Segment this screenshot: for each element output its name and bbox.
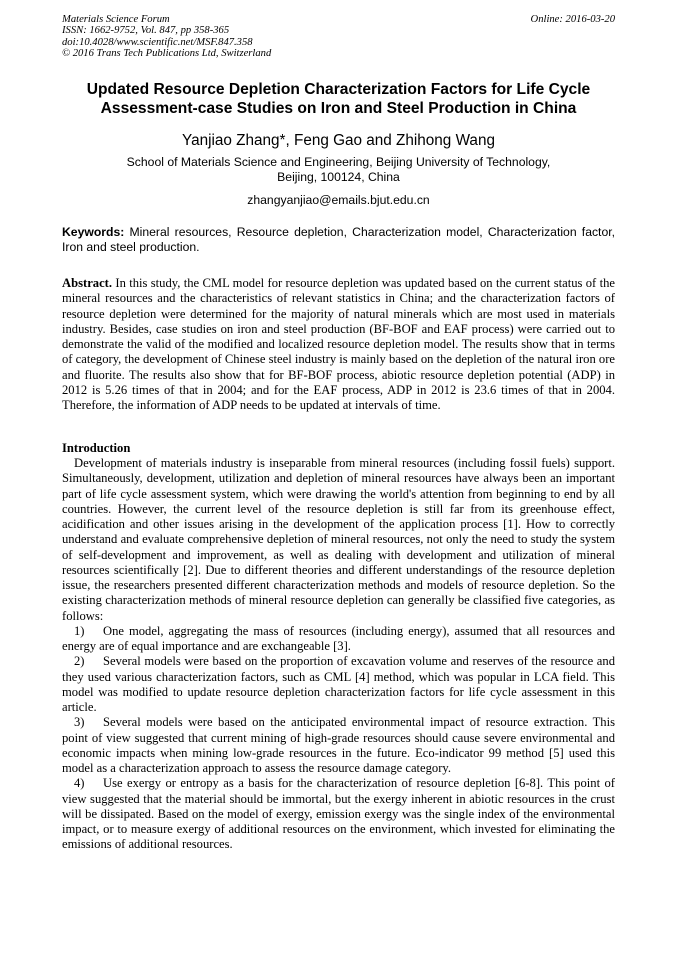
list-item-number: 3) xyxy=(74,715,85,730)
abstract xyxy=(62,276,615,413)
abstract-text: In this study, the CML model for resource depletion was updated based on the current status of the mineral resources and the characteristics of relevant statistics in China; and the characterization factors of resource depletion were determined for the majority of natural minerals which are most used in materials industry. Besides, case studies on iron and steel production (BF-BOF and EAF process) were carried out to demonstrate the valid of the modified and localized resource depletion model. The results show that in terms of category, the development of Chinese steel industry is mainly based on the depletion of the natural iron ore and fluorite. The results also show that for BF-BOF process, abiotic resource depletion potential (ADP) in 2012 is 5.26 times of that in 2004; and for the EAF process, ADP in 2012 is 23.6 times of that in 2004. Therefore, the information of ADP needs to be updated at intervals of time. xyxy=(62,276,615,412)
list-item-text: Use exergy or entropy as a basis for the characterization of resource depletion [6-8]. This point of view suggested that the material should be immortal, but the exergy inherent in abiotic resources in the crust will be dissipated. Based on the model of exergy, emission exergy was the single index of the environmental impact, or to measure exergy of additional resources on the environment, which invested for eliminating the emissions of additional resources. xyxy=(62,776,615,852)
abstract-label: Abstract. xyxy=(62,276,113,290)
paper-title: Updated Resource Depletion Characterization Factors for Life Cycle Assessment-case Studies on Iron and Steel Production in China xyxy=(86,81,591,117)
list-item-text: One model, aggregating the mass of resources (including energy), assumed that all resources and energy are of equal importance and are exchangeable [3]. xyxy=(62,623,615,653)
affiliation-line-2: Beijing, 100124, China xyxy=(277,169,400,184)
list-item-text: Several models were based on the anticipated environmental impact of resource extraction. This point of view suggested that current mining of high-grade resources should cause severe environmental and economic impacts when mining low-grade resources in the future. Eco-indicator 99 method [5] used this model as a characterization approach to assess the resource damage category. xyxy=(62,715,615,775)
list-item xyxy=(62,654,615,715)
keywords-label: Keywords: xyxy=(62,225,125,239)
online-date: Online: 2016-03-20 xyxy=(530,14,615,25)
affiliation xyxy=(62,155,615,184)
keywords xyxy=(62,225,615,255)
authors: Yanjiao Zhang*, Feng Gao and Zhihong Wang xyxy=(182,132,495,149)
list-item-number: 1) xyxy=(74,623,85,638)
list-item xyxy=(62,624,615,655)
affiliation-line-1: School of Materials Science and Engineering, Beijing University of Technology, xyxy=(126,155,551,169)
copyright: © 2016 Trans Tech Publications Ltd, Switzerland xyxy=(62,48,272,60)
journal-name: Materials Science Forum xyxy=(62,14,170,25)
list-item-number: 2) xyxy=(74,654,85,669)
list-item xyxy=(62,715,615,776)
list-item-text: Several models were based on the proportion of excavation volume and reserves of the resource and they used various characterization factors, such as CML [4] method, which was popular in LCA field. This model was modified to update resource depletion characterization factors for life cycle assessment in this article. xyxy=(62,654,615,714)
introduction-body xyxy=(62,456,615,853)
keywords-text: Mineral resources, Resource depletion, Characterization model, Characterization factor, Iron and steel production. xyxy=(62,225,615,254)
list-item xyxy=(62,776,615,852)
issn: ISSN: 1662-9752, Vol. 847, pp 358-365 xyxy=(62,25,230,37)
author-email: zhangyanjiao@emails.bjut.edu.cn xyxy=(247,193,430,207)
introduction-paragraph: Development of materials industry is inseparable from mineral resources (including fossil fuels) support. Simultaneously, development, utilization and depletion of mineral resources have always been an important part of life cycle assessment system, which were drawing the world's attention from beginning to end by all countries. However, the current level of the resource depletion is still far from its greenhouse effect, acidification and other issues arising in the development of the application process [1]. How to correctly understand and evaluate comprehensive depletion of mineral resources, not only the need to study the system of self-development and improvement, as well as dealing with development and utilization of mineral resources scientifically [2]. Due to different theories and different understandings of the resource depletion issue, the researchers presented different characterization methods and models of resource depletion. So the existing characterization methods of mineral resource depletion can generally be classified five categories, as follows: xyxy=(62,456,615,623)
list-item-number: 4) xyxy=(74,776,85,791)
journal-header xyxy=(62,14,615,60)
introduction-heading: Introduction xyxy=(62,441,131,455)
doi: doi:10.4028/www.scientific.net/MSF.847.358 xyxy=(62,36,253,48)
